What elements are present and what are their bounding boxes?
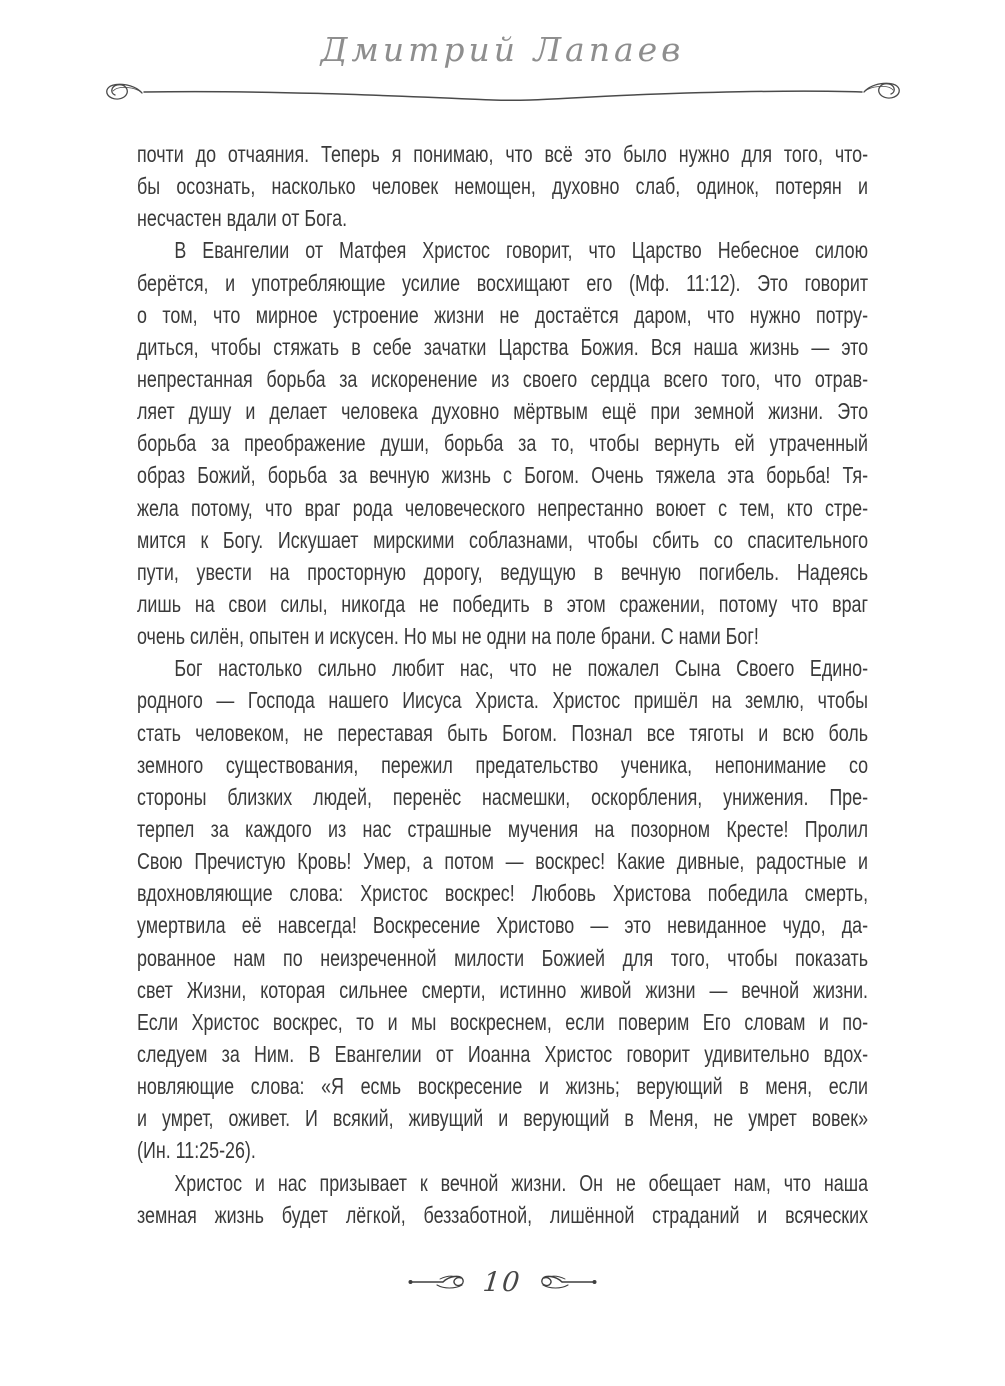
text-line: новляющие слова: «Я есмь воскресение и жизнь; верующий в меня, если (137, 1073, 869, 1100)
text-line: борьба за преображение души, борьба за то, чтобы вернуть ей утраченный (137, 430, 869, 457)
swirl-left-icon (107, 84, 142, 99)
text-line: образ Божий, борьба за вечную жизнь с Богом. Очень тяжела эта борьба! Тя- (137, 462, 869, 489)
text-line: рованное нам по неизреченной милости Божией для того, чтобы показать (137, 944, 869, 971)
text-line: стороны близких людей, перенёс насмешки, оскорбления, унижения. Пре- (137, 783, 869, 810)
text-line: умертвила её навсегда! Воскресение Христово — это невиданное чудо, да- (137, 912, 869, 939)
text-line: берётся, и употребляющие усилие восхищают его (Мф. 11:12). Это говорит (137, 269, 869, 296)
swirl-right-icon (864, 83, 899, 98)
text-line: ляет душу и делает человека духовно мёртвым ещё при земной жизни. Это (137, 398, 869, 425)
text-line: Бог настолько сильно любит нас, что не пожалел Сына Своего Едино- (174, 655, 869, 682)
text-line: и умрет, оживет. И всякий, живущий и верующий в Меня, не умрет вовек» (137, 1105, 869, 1132)
text-line: Христос и нас призывает к вечной жизни. Он не обещает нам, что наша (174, 1169, 869, 1196)
footer-flourish-left-icon (407, 1268, 469, 1296)
page-number: 10 (481, 1266, 524, 1298)
text-line: вдохновляющие слова: Христос воскрес! Любовь Христова победила смерть, (137, 880, 869, 907)
text-line: диться, чтобы стяжать в себе зачатки Царства Божия. Вся наша жизнь — это (137, 333, 869, 360)
text-line: (Ин. 11:25-26). (137, 1137, 256, 1164)
text-line: почти до отчаяния. Теперь я понимаю, что всё это было нужно для того, что- (137, 141, 869, 167)
header-flourish-rule (98, 80, 908, 110)
text-line: лишь на свои силы, никогда не победить в этом сражении, потому что враг (137, 590, 869, 617)
page-footer (0, 1262, 1005, 1302)
text-line: терпел за каждого из нас страшные мучения на позорном Кресте! Пролил (137, 815, 869, 842)
text-line: свет Жизни, которая сильнее смерти, истинно живой жизни — вечной жизни. (137, 976, 869, 1003)
text-line: земная жизнь будет лёгкой, беззаботной, лишённой страданий и всяческих (137, 1201, 869, 1228)
text-line: Свою Пречистую Кровь! Умер, а потом — воскрес! Какие дивные, радостные и (137, 848, 869, 875)
text-line: очень силён, опытен и искусен. Но мы не одни на поле брани. С нами Бог! (137, 623, 759, 650)
footer-flourish-right-icon (536, 1268, 598, 1296)
text-line: мится к Богу. Искушает мирскими соблазнами, чтобы сбить со спасительного (137, 526, 869, 553)
text-line: родного — Господа нашего Иисуса Христа. Христос пришёл на землю, чтобы (137, 687, 869, 714)
text-line: непрестанная борьба за искоренение из своего сердца всего того, что отрав- (137, 365, 869, 392)
text-line: В Евангелии от Матфея Христос говорит, что Царство Небесное силою (174, 237, 869, 264)
text-line: стать человеком, не переставая быть Богом. Познал все тяготы и всю боль (137, 719, 869, 746)
text-line: Если Христос воскрес, то и мы воскреснем, если поверим Его словам и по- (137, 1008, 869, 1035)
text-line: жела потому, что враг рода человеческого непрестанно воюет с тем, кто стре- (137, 494, 869, 521)
text-line: пути, увести на просторную дорогу, ведущую в вечную погибель. Надеясь (137, 558, 869, 585)
running-header-author: Дмитрий Лапаев (320, 30, 685, 69)
text-line: земного существования, пережил предательство ученика, непонимание со (137, 751, 869, 778)
text-line: бы осознать, насколько человек немощен, духовно слаб, одинок, потерян и (137, 173, 869, 200)
text-line: следуем за Ним. В Евангелии от Иоанна Христос говорит удивительно вдох- (137, 1040, 869, 1067)
text-block (137, 138, 868, 1231)
text-line: о том, что мирное устроение жизни не достаётся даром, что нужно потру- (137, 301, 869, 328)
text-line: несчастен вдали от Бога. (137, 205, 348, 232)
